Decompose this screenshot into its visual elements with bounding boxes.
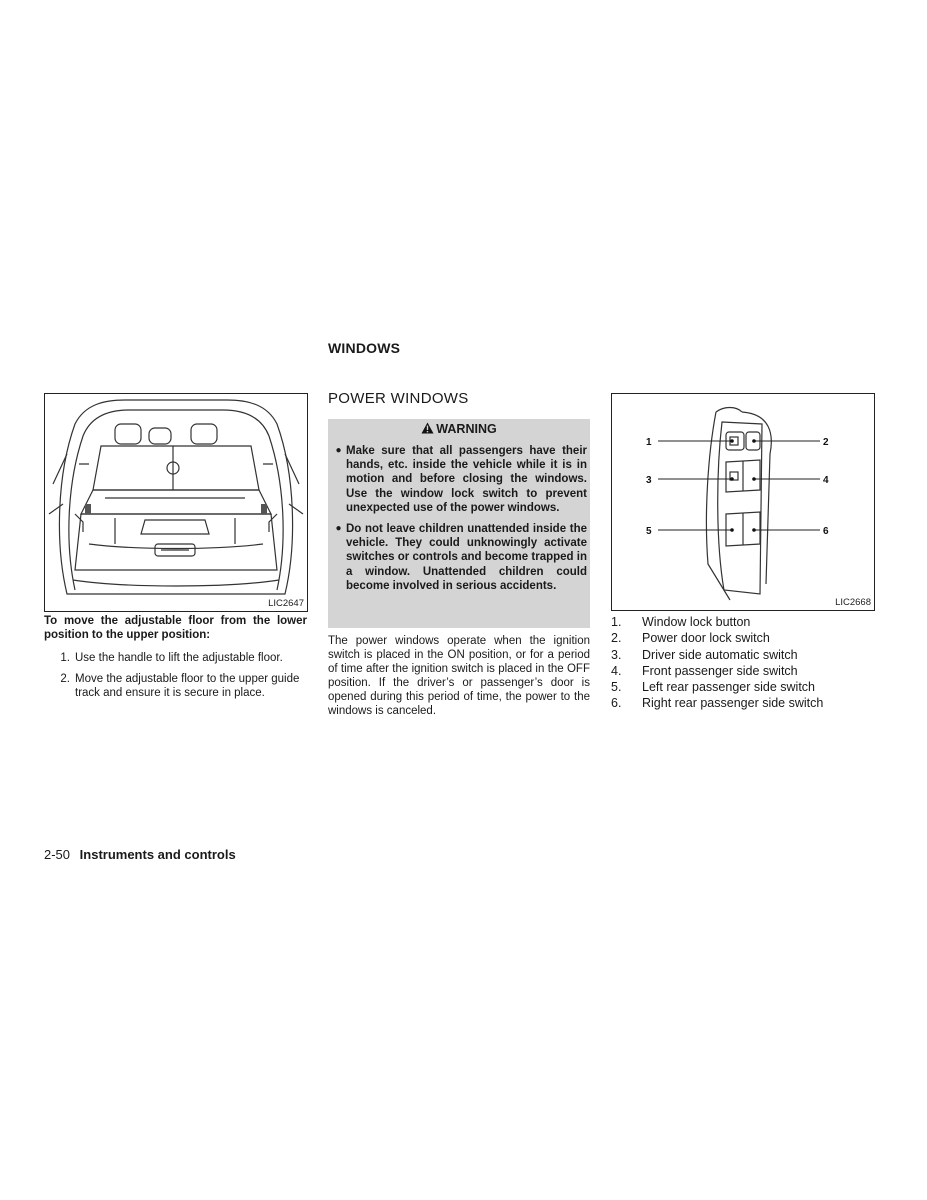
power-windows-heading: POWER WINDOWS bbox=[328, 390, 469, 407]
step-text: Move the adjustable floor to the upper guide track and ensure it is secure in place. bbox=[75, 673, 300, 699]
step-number: 1. bbox=[60, 652, 70, 664]
list-item bbox=[611, 679, 873, 695]
bullet-icon: ● bbox=[335, 445, 342, 456]
chapter-title: Instruments and controls bbox=[79, 847, 236, 862]
bullet-icon: ● bbox=[335, 523, 342, 535]
warning-box bbox=[328, 419, 590, 628]
list-item bbox=[611, 647, 873, 663]
list-item bbox=[611, 663, 873, 679]
warning-icon bbox=[421, 422, 434, 437]
section-title: WINDOWS bbox=[328, 340, 401, 356]
cargo-floor-drawing bbox=[45, 394, 307, 611]
legend-number: 6. bbox=[611, 696, 622, 711]
adjustable-floor-steps bbox=[44, 651, 308, 707]
callout-5: 5 bbox=[646, 526, 652, 537]
adjustable-floor-heading: To move the adjustable floor from the lower position to the upper position: bbox=[44, 615, 307, 641]
callout-6: 6 bbox=[823, 526, 829, 537]
legend-number: 5. bbox=[611, 680, 622, 695]
callout-4: 4 bbox=[823, 475, 829, 486]
list-item bbox=[611, 695, 873, 711]
list-item bbox=[611, 614, 873, 630]
power-windows-paragraph: The power windows operate when the ignition switch is placed in the ON position, or for a period of time after the ignition switch is placed in the OFF position. If the driver’s or passenger’s door is opened during this period of time, the power to the windows is canceled. bbox=[328, 635, 590, 717]
legend-text: Window lock button bbox=[642, 615, 751, 629]
warning-item-text: Make sure that all passengers have their hands, etc. inside the vehicle while it is in motion and before closing the windows. Use the window lock switch to prevent unexpected use of the power windows. bbox=[346, 445, 587, 514]
warning-item-text: Do not leave children unattended inside the vehicle. They could unknowingly activate switches or controls and become trapped in a window. Unattended children could become involved in serious accidents. bbox=[346, 523, 587, 592]
warning-title bbox=[328, 422, 590, 437]
callout-2: 2 bbox=[823, 437, 829, 448]
window-switch-illustration bbox=[611, 393, 875, 611]
legend-text: Front passenger side switch bbox=[642, 663, 798, 678]
cargo-area-illustration bbox=[44, 393, 308, 612]
figure-label: LIC2647 bbox=[268, 598, 304, 609]
warning-list bbox=[331, 444, 587, 600]
switch-legend bbox=[611, 614, 873, 712]
list-item bbox=[44, 672, 308, 700]
warning-title-text: WARNING bbox=[436, 422, 497, 436]
page-number: 2-50 bbox=[44, 847, 71, 862]
page-footer bbox=[44, 847, 236, 862]
step-text: Use the handle to lift the adjustable floor. bbox=[75, 652, 283, 664]
legend-text: Driver side automatic switch bbox=[642, 647, 798, 662]
callout-3: 3 bbox=[646, 475, 652, 486]
legend-text: Left rear passenger side switch bbox=[642, 680, 816, 695]
legend-number: 2. bbox=[611, 631, 622, 646]
list-item bbox=[331, 444, 587, 515]
callout-1: 1 bbox=[646, 437, 652, 448]
switch-panel-drawing bbox=[612, 394, 874, 610]
legend-number: 1. bbox=[611, 615, 622, 629]
legend-number: 4. bbox=[611, 663, 622, 678]
list-item bbox=[611, 630, 873, 646]
legend-text: Power door lock switch bbox=[642, 631, 770, 646]
legend-text: Right rear passenger side switch bbox=[642, 696, 824, 711]
figure-label: LIC2668 bbox=[835, 597, 871, 608]
legend-number: 3. bbox=[611, 647, 622, 662]
step-number: 2. bbox=[60, 673, 70, 685]
list-item bbox=[331, 522, 587, 593]
list-item bbox=[44, 651, 308, 665]
